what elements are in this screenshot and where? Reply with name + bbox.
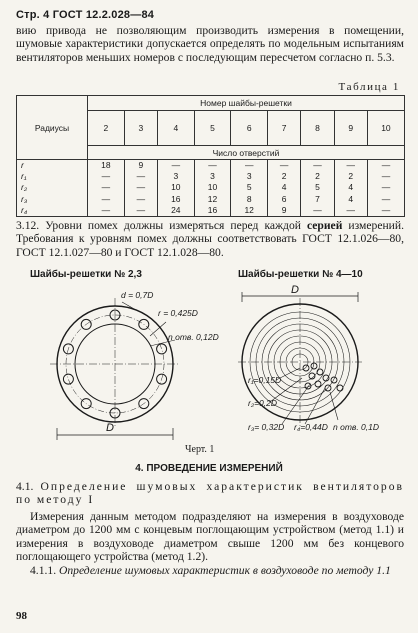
table-cell: 24 (157, 205, 194, 217)
hole (315, 381, 321, 387)
table-cell: 3 (194, 171, 231, 182)
table-cell: — (367, 160, 404, 172)
table-row (17, 171, 405, 182)
column-header: 9 (334, 111, 367, 146)
table-cell: 16 (157, 194, 194, 205)
table-row (17, 205, 405, 217)
column-header: 4 (157, 111, 194, 146)
label-hole: n отв. 0,1D (333, 422, 380, 432)
hole (303, 365, 309, 371)
table-cell: 5 (301, 182, 334, 193)
table-cell: 2 (334, 171, 367, 182)
holes-pattern (303, 363, 343, 391)
table-cell: — (124, 205, 157, 217)
table-cell: — (88, 182, 125, 193)
label-d: d = 0,7D (121, 290, 154, 300)
row-radius-name: r₂ (17, 182, 88, 193)
table-cell: 7 (301, 194, 334, 205)
paragraph-3-12 (16, 219, 404, 259)
label-D: D (106, 422, 114, 434)
section-title: 4. ПРОВЕДЕНИЕ ИЗМЕРЕНИЙ (135, 463, 283, 474)
table-row (17, 182, 405, 193)
column-header: 6 (231, 111, 268, 146)
table-cell: 5 (231, 182, 268, 193)
table-cell: — (367, 205, 404, 217)
table-cell: 9 (124, 160, 157, 172)
orifice-plate-drawing (0, 280, 418, 445)
table-cell: — (124, 171, 157, 182)
table-cell: 10 (157, 182, 194, 193)
table-row (17, 194, 405, 205)
table-cell: 18 (88, 160, 125, 172)
table-cell: — (334, 160, 367, 172)
table-cell: — (301, 205, 334, 217)
table-cell: — (124, 194, 157, 205)
label-r: r = 0,425D (158, 308, 198, 318)
table-cell: 10 (194, 182, 231, 193)
row-radius-name: r₃ (17, 194, 88, 205)
table-cell: — (88, 171, 125, 182)
table-cell: — (367, 194, 404, 205)
table-cell: — (194, 160, 231, 172)
column-header: 3 (124, 111, 157, 146)
table-cell: — (88, 194, 125, 205)
hole (323, 375, 329, 381)
column-header: 2 (88, 111, 125, 146)
table-cell: 2 (268, 171, 301, 182)
table-cell: — (301, 160, 334, 172)
table-cell: 12 (231, 205, 268, 217)
left-plate (50, 298, 180, 440)
p41-number: 4.1. (16, 480, 41, 493)
table-cell: 3 (231, 171, 268, 182)
table-cell: — (367, 171, 404, 182)
row-radius-name: r (17, 160, 88, 172)
hole (63, 374, 73, 384)
label-hole: n отв. 0,12D (168, 332, 219, 342)
p41-spaced-title: Определение шумовых характеристик вентиляторов по методу I (16, 480, 404, 507)
table-cell: — (124, 182, 157, 193)
table-row (17, 160, 405, 172)
table-cell: 3 (157, 171, 194, 182)
label-r4: r₄=0,44D (294, 422, 328, 432)
page-number: 98 (16, 610, 27, 622)
para2-text: 3.12. Уровни помех должны измеряться перед каждой (16, 219, 307, 232)
drawing-caption: Черт. 1 (185, 444, 215, 455)
row-radius-name: r₁ (17, 171, 88, 182)
table-cell: 16 (194, 205, 231, 217)
hole (331, 377, 337, 383)
table-cell: 6 (268, 194, 301, 205)
para2-text-end: измерений. Требования к уровням помех должны соответствовать ГОСТ 12.1.026—80, ГОСТ 12.1.027—80 и ГОСТ 12.1.028—80. (16, 219, 404, 259)
p43-italic-title: Определение шумовых характеристик в воздуховоде по методу 1.1 (58, 564, 391, 577)
para2-bold-word: серией (307, 219, 343, 232)
label-r3: r₃= 0,32D (248, 422, 285, 432)
table-cell: — (88, 205, 125, 217)
column-header: 10 (367, 111, 404, 146)
table-cell: — (334, 205, 367, 217)
table-cell: 4 (334, 194, 367, 205)
label-r1: r₁=0,15D (248, 375, 282, 385)
table-title: Таблица 1 (338, 81, 400, 93)
column-header: 7 (268, 111, 301, 146)
hole (317, 369, 323, 375)
paragraph-4-1-1 (16, 564, 404, 577)
table-cell: — (268, 160, 301, 172)
table-cell: — (367, 182, 404, 193)
column-header: 5 (194, 111, 231, 146)
hole (337, 385, 343, 391)
table-cell: 8 (231, 194, 268, 205)
column-header: 8 (301, 111, 334, 146)
label-D: D (291, 284, 299, 296)
p43-number: 4.1.1. (30, 564, 59, 577)
leader-line (122, 302, 136, 310)
figure-caption-right: Шайбы-решетки № 4—10 (238, 269, 363, 280)
page-header: Стр. 4 ГОСТ 12.2.028—84 (16, 9, 155, 21)
table-cell: — (157, 160, 194, 172)
label-r2: r₂=0,2D (248, 398, 277, 408)
holes-table (16, 95, 405, 217)
table-cell: 9 (268, 205, 301, 217)
paragraph-methods: Измерения данным методом подразделяют на измерения в воздуховоде диаметром до 1200 мм с концевым поглощающим устройством (метод 1.1) и измерения в воздуховоде диаметром свыше 1200 мм без концевого поглощающего устройства (метод 1.2). (16, 510, 404, 564)
table-cell: 2 (301, 171, 334, 182)
table-cell: 4 (268, 182, 301, 193)
table-cell: — (231, 160, 268, 172)
figure-caption-left: Шайбы-решетки № 2,3 (30, 269, 142, 280)
group-header: Номер шайбы-решетки (88, 96, 405, 111)
paragraph-intro: вию привода не позволяющим производить измерения в помещении, шумовые характеристики допускается определять по модельным испытаниям вентиляторов меньших номеров с последующим пересчетом согласно п. 5.3. (16, 24, 404, 64)
paragraph-4-1 (16, 480, 404, 507)
radius-header: Радиусы (17, 96, 88, 160)
table-cell: 4 (334, 182, 367, 193)
table-cell: 12 (194, 194, 231, 205)
row-radius-name: r₄ (17, 205, 88, 217)
subheader-holes-count: Число отверстий (88, 146, 405, 160)
